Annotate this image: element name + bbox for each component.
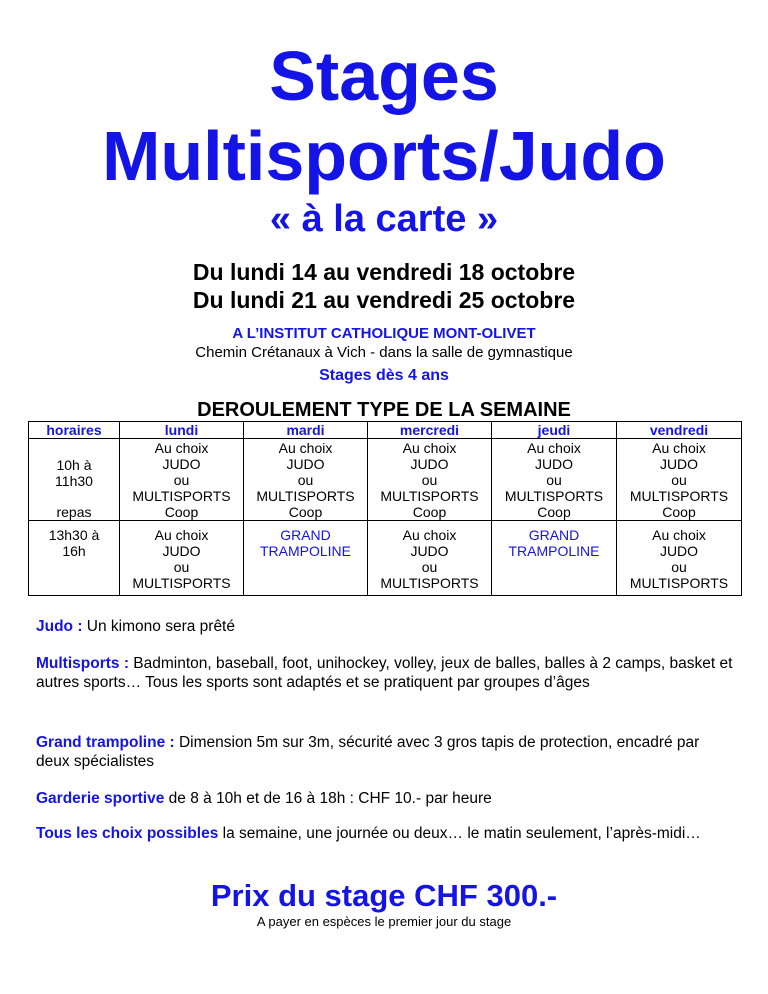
cell-line: ou (671, 472, 687, 488)
section-text: de 8 à 10h et de 16 à 18h : CHF 10.- par heure (164, 790, 492, 807)
section-text: la semaine, une journée ou deux… le matin seulement, l’après-midi… (218, 825, 701, 842)
cell-line: JUDO (286, 456, 325, 472)
title-line-2: Multisports/Judo (102, 117, 666, 195)
cell-line: MULTISPORTS (256, 488, 355, 504)
afternoon-cell-lundi (120, 521, 244, 596)
afternoon-time-line: 16h (62, 543, 86, 559)
lunch-cell-mercredi: Coop (368, 504, 492, 521)
cell-line: Au choix (402, 527, 457, 543)
section-garderie (36, 789, 736, 808)
afternoon-cell-vendredi (617, 521, 742, 596)
cell-line: JUDO (659, 456, 699, 472)
cell-line: JUDO (162, 543, 201, 559)
afternoon-row (29, 521, 742, 596)
afternoon-cell-jeudi (492, 521, 617, 596)
cell-line: GRAND (280, 527, 331, 543)
header-horaires: horaires (29, 422, 120, 439)
lunch-cell-mardi: Coop (244, 504, 368, 521)
section-text: Badminton, baseball, foot, unihockey, volley, jeux de balles, balles à 2 camps, basket et autres sports… Tous les sports sont adaptés et se pratiquent par groupes d’âges (36, 655, 733, 691)
section-text: Un kimono sera prêté (82, 618, 235, 635)
morning-time-cell (29, 439, 120, 505)
cell-line: JUDO (410, 543, 449, 559)
title-line-1: Stages (269, 37, 499, 115)
cell-line: MULTISPORTS (504, 488, 604, 504)
cell-line: Au choix (652, 440, 706, 456)
cell-line: JUDO (162, 456, 201, 472)
section-tous-les-choix (36, 824, 736, 843)
price-heading: Prix du stage CHF 300.- (210, 878, 558, 913)
lunch-cell-lundi: Coop (120, 504, 244, 521)
cell-line: JUDO (659, 543, 699, 559)
afternoon-cell-mardi (244, 521, 368, 596)
subtitle: « à la carte » (269, 198, 499, 240)
cell-line: Au choix (154, 440, 209, 456)
morning-cell-mardi (244, 439, 368, 505)
section-multisports (36, 654, 736, 692)
header-lundi: lundi (120, 422, 244, 439)
afternoon-time-cell (29, 521, 120, 596)
cell-line: Au choix (402, 440, 457, 456)
afternoon-cell-mercredi (368, 521, 492, 596)
location-name: A L’INSTITUT CATHOLIQUE MONT-OLIVET (232, 325, 536, 342)
cell-line: Au choix (154, 527, 209, 543)
header-vendredi: vendredi (617, 422, 742, 439)
date-line-1: Du lundi 14 au vendredi 18 octobre (192, 259, 576, 285)
cell-line: MULTISPORTS (629, 575, 729, 591)
cell-line: Au choix (652, 527, 706, 543)
section-label: Garderie sportive (36, 790, 165, 807)
cell-line: MULTISPORTS (380, 488, 479, 504)
ages-note: Stages dès 4 ans (319, 367, 449, 384)
cell-line: TRAMPOLINE (508, 543, 600, 559)
dates-block (0, 258, 768, 314)
section-label: Grand trampoline : (36, 734, 175, 751)
schedule-title: DEROULEMENT TYPE DE LA SEMAINE (197, 399, 571, 421)
section-label: Multisports : (36, 655, 129, 672)
cell-line: Au choix (527, 440, 581, 456)
cell-line: ou (546, 472, 562, 488)
cell-line: ou (173, 559, 190, 575)
cell-line: MULTISPORTS (132, 575, 231, 591)
morning-cell-lundi (120, 439, 244, 505)
cell-line: ou (421, 559, 438, 575)
morning-cell-vendredi (617, 439, 742, 505)
lunch-cell-jeudi: Coop (492, 504, 617, 521)
location-address: Chemin Crétanaux à Vich - dans la salle de gymnastique (195, 344, 573, 361)
lunch-cell-vendredi: Coop (617, 504, 742, 521)
header-mardi: mardi (244, 422, 368, 439)
section-judo (36, 617, 736, 636)
morning-cell-mercredi (368, 439, 492, 505)
schedule-table (28, 421, 742, 596)
cell-line: MULTISPORTS (380, 575, 479, 591)
lunch-label: repas (29, 504, 120, 521)
cell-line: ou (421, 472, 438, 488)
schedule-header-row (29, 422, 742, 439)
header-jeudi: jeudi (492, 422, 617, 439)
lunch-row (29, 504, 742, 521)
cell-line: MULTISPORTS (132, 488, 231, 504)
date-line-2: Du lundi 21 au vendredi 25 octobre (192, 287, 576, 313)
cell-line: JUDO (410, 456, 449, 472)
section-grand-trampoline (36, 733, 736, 771)
cell-line: ou (297, 472, 314, 488)
cell-line: ou (671, 559, 687, 575)
morning-row (29, 439, 742, 505)
cell-line: MULTISPORTS (629, 488, 729, 504)
section-label: Judo : (36, 618, 83, 635)
morning-time-line: 10h à (56, 457, 92, 473)
cell-line: JUDO (534, 456, 574, 472)
section-label: Tous les choix possibles (36, 825, 219, 842)
cell-line: GRAND (528, 527, 580, 543)
cell-line: TRAMPOLINE (259, 543, 351, 559)
afternoon-time-line: 13h30 à (48, 527, 100, 543)
cell-line: ou (173, 472, 190, 488)
morning-time-line: 11h30 (55, 473, 93, 489)
price-note: A payer en espèces le premier jour du stage (256, 914, 512, 929)
header-mercredi: mercredi (368, 422, 492, 439)
cell-line: Au choix (278, 440, 333, 456)
morning-cell-jeudi (492, 439, 617, 505)
section-text: Dimension 5m sur 3m, sécurité avec 3 gros tapis de protection, encadré par deux spécialistes (36, 734, 700, 770)
